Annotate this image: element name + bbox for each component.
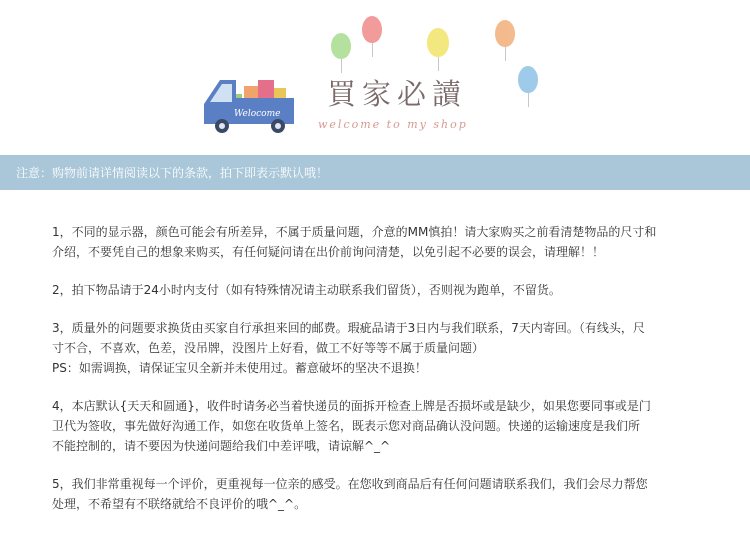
- page-title: 買家必讀: [327, 77, 468, 111]
- term-item-5: [52, 474, 708, 514]
- term-line: 寸不合，不喜欢，色差，没吊牌，没图片上好看，做工不好等等不属于质量问题）: [52, 341, 485, 355]
- term-item-4: [52, 396, 708, 456]
- term-item-2: [52, 280, 708, 300]
- term-line: 2，拍下物品请于24小时内支付（如有特殊情况请主动联系我们留货），否则视为跑单，不留货。: [52, 283, 561, 297]
- notice-bar: [0, 155, 750, 190]
- term-line: 5，我们非常重视每一个评价，更重视每一位亲的感受。在您收到商品后有任何问题请联系我们，我们会尽力帮您: [52, 477, 648, 491]
- term-line: 卫代为签收，事先做好沟通工作，如您在收货单上签名，既表示您对商品确认没问题。快递的运输速度是我们所: [52, 419, 641, 433]
- page-subtitle: welcome to my shop: [318, 118, 468, 131]
- balloon-icon: [427, 28, 449, 57]
- term-item-3: [52, 318, 708, 378]
- gift-box-icon: [274, 88, 286, 98]
- truck-label: Welocome: [234, 109, 281, 119]
- header-banner: [0, 0, 750, 155]
- notice-text: 注意：购物前请详情阅读以下的条款，拍下即表示默认哦！: [16, 166, 329, 180]
- delivery-truck-icon: [196, 70, 306, 136]
- term-line: 不能控制的，请不要因为快递问题给我们中差评哦，请谅解^_^: [52, 439, 391, 453]
- term-line: PS：如需调换，请保证宝贝全新并未使用过。蓄意破坏的坚决不退换！: [52, 361, 427, 375]
- term-line: 介绍，不要凭自己的想象来购买，有任何疑问请在出价前询问清楚，以免引起不必要的误会，请理解！！: [52, 245, 605, 259]
- gift-box-icon: [258, 80, 274, 98]
- balloon-icon: [495, 20, 515, 47]
- term-line: 3，质量外的问题要求换货由买家自行承担来回的邮费。瑕疵品请于3日内与我们联系，7天内寄回。（有线头，尺: [52, 321, 645, 335]
- terms-content: [52, 222, 708, 532]
- term-line: 4，本店默认{天天和圆通}，收件时请务必当着快递员的面拆开检查上牌是否损坏或是缺少，如果您要同事或是门: [52, 399, 651, 413]
- gift-box-icon: [244, 86, 258, 98]
- term-item-1: [52, 222, 708, 262]
- balloon-icon: [518, 66, 538, 93]
- term-line: 1，不同的显示器，颜色可能会有所差异，不属于质量问题，介意的MM慎拍！请大家购买之前看清楚物品的尺寸和: [52, 225, 657, 239]
- term-line: 处理，不希望有不联络就给不良评价的哦^_^。: [52, 497, 307, 511]
- balloon-icon: [362, 16, 382, 43]
- balloon-icon: [331, 33, 351, 59]
